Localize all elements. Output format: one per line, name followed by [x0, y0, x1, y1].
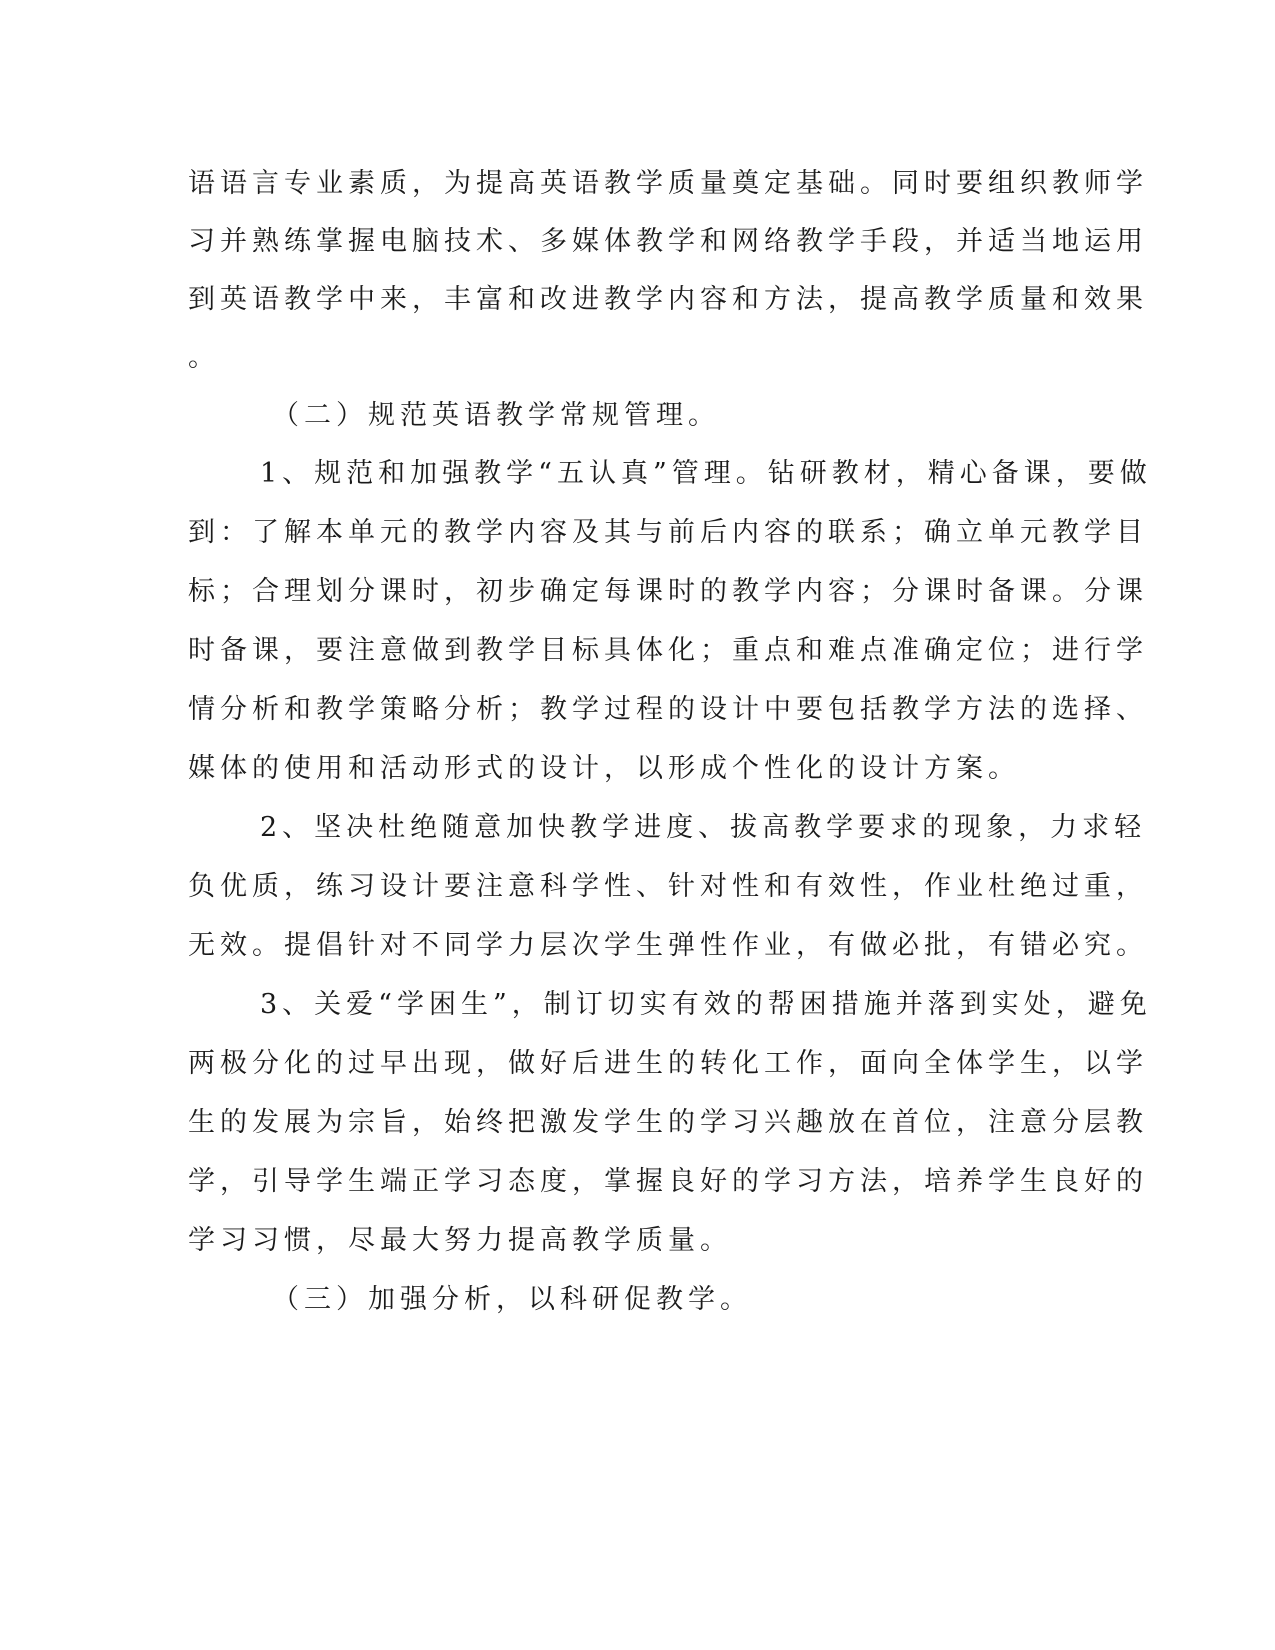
- section-heading: （三）加强分析，以科研促教学。: [272, 1284, 752, 1315]
- text-line: 时备课，要注意做到教学目标具体化；重点和难点准确定位；进行学: [188, 635, 1148, 666]
- text-line: 情分析和教学策略分析；教学过程的设计中要包括教学方法的选择、: [188, 694, 1148, 725]
- text-line: 无效。提倡针对不同学力层次学生弹性作业，有做必批，有错必究。: [188, 930, 1148, 961]
- text-line: 。: [188, 342, 220, 373]
- text-line: 标；合理划分课时，初步确定每课时的教学内容；分课时备课。分课: [188, 576, 1148, 607]
- text-line: 两极分化的过早出现，做好后进生的转化工作，面向全体学生，以学: [188, 1048, 1148, 1079]
- text-line: 到：了解本单元的教学内容及其与前后内容的联系；确立单元教学目: [188, 517, 1148, 548]
- text-line: 学，引导学生端正学习态度，掌握良好的学习方法，培养学生良好的: [188, 1166, 1148, 1197]
- text-line: 生的发展为宗旨，始终把激发学生的学习兴趣放在首位，注意分层教: [188, 1107, 1148, 1138]
- text-line: 到英语教学中来，丰富和改进教学内容和方法，提高教学质量和效果: [188, 284, 1148, 315]
- text-line: 2、坚决杜绝随意加快教学进度、拔高教学要求的现象，力求轻: [260, 812, 1147, 843]
- text-line: 媒体的使用和活动形式的设计，以形成个性化的设计方案。: [188, 753, 1020, 784]
- text-line: 语语言专业素质，为提高英语教学质量奠定基础。同时要组织教师学: [188, 168, 1148, 199]
- text-line: 负优质，练习设计要注意科学性、针对性和有效性，作业杜绝过重，: [188, 871, 1148, 902]
- text-line: 学习习惯，尽最大努力提高教学质量。: [188, 1225, 732, 1256]
- text-line: 习并熟练掌握电脑技术、多媒体教学和网络教学手段，并适当地运用: [188, 226, 1148, 257]
- text-line: 3、关爱“学困生”，制订切实有效的帮困措施并落到实处，避免: [260, 989, 1152, 1020]
- text-line: 1、规范和加强教学“五认真”管理。钻研教材，精心备课，要做: [260, 458, 1152, 489]
- section-heading: （二）规范英语教学常规管理。: [272, 400, 720, 431]
